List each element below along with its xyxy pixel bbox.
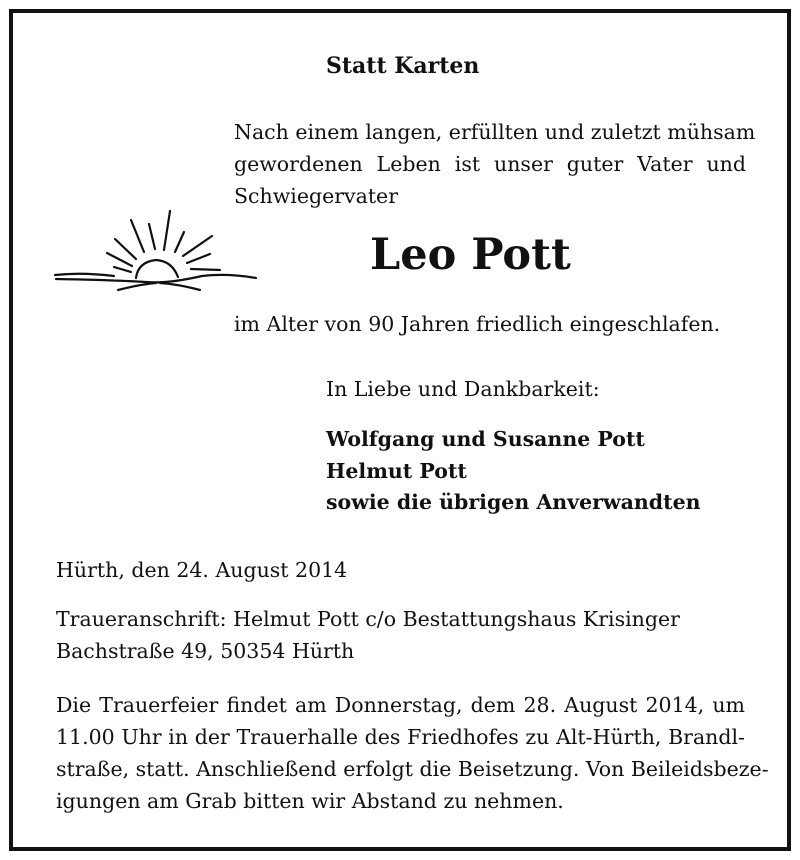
intro-line: gewordenen Leben ist unser guter Vater und (234, 152, 746, 176)
address-line: Traueranschrift: Helmut Pott c/o Bestattungshaus Krisinger (56, 607, 680, 631)
closing-line: In Liebe und Dankbarkeit: (326, 377, 600, 401)
ceremony-line: igungen am Grab bitten wir Abstand zu nehmen. (56, 789, 564, 813)
signers-list (326, 424, 701, 519)
intro-line: Nach einem langen, erfüllten und zuletzt mühsam (234, 120, 756, 144)
age-line: im Alter von 90 Jahren friedlich eingeschlafen. (234, 312, 721, 336)
rising-sun-icon (52, 204, 262, 304)
mourning-address (56, 603, 680, 667)
address-line: Bachstraße 49, 50354 Hürth (56, 639, 355, 663)
signer: sowie die übrigen Anverwandten (326, 490, 701, 514)
intro-line: Schwiegervater (234, 184, 398, 208)
ceremony-info (56, 689, 769, 817)
signer: Helmut Pott (326, 458, 467, 483)
place-date: Hürth, den 24. August 2014 (56, 558, 348, 582)
signer: Wolfgang und Susanne Pott (326, 427, 645, 451)
header-statt-karten: Statt Karten (326, 53, 480, 79)
deceased-name: Leo Pott (370, 230, 571, 280)
intro-text (234, 116, 756, 212)
ceremony-line: 11.00 Uhr in der Trauerhalle des Friedhofes zu Alt-Hürth, Brandl- (56, 725, 745, 749)
ceremony-line: Die Trauerfeier findet am Donnerstag, dem 28. August 2014, um (56, 693, 745, 717)
ceremony-line: straße, statt. Anschließend erfolgt die Beisetzung. Von Beileidsbeze- (56, 757, 769, 781)
